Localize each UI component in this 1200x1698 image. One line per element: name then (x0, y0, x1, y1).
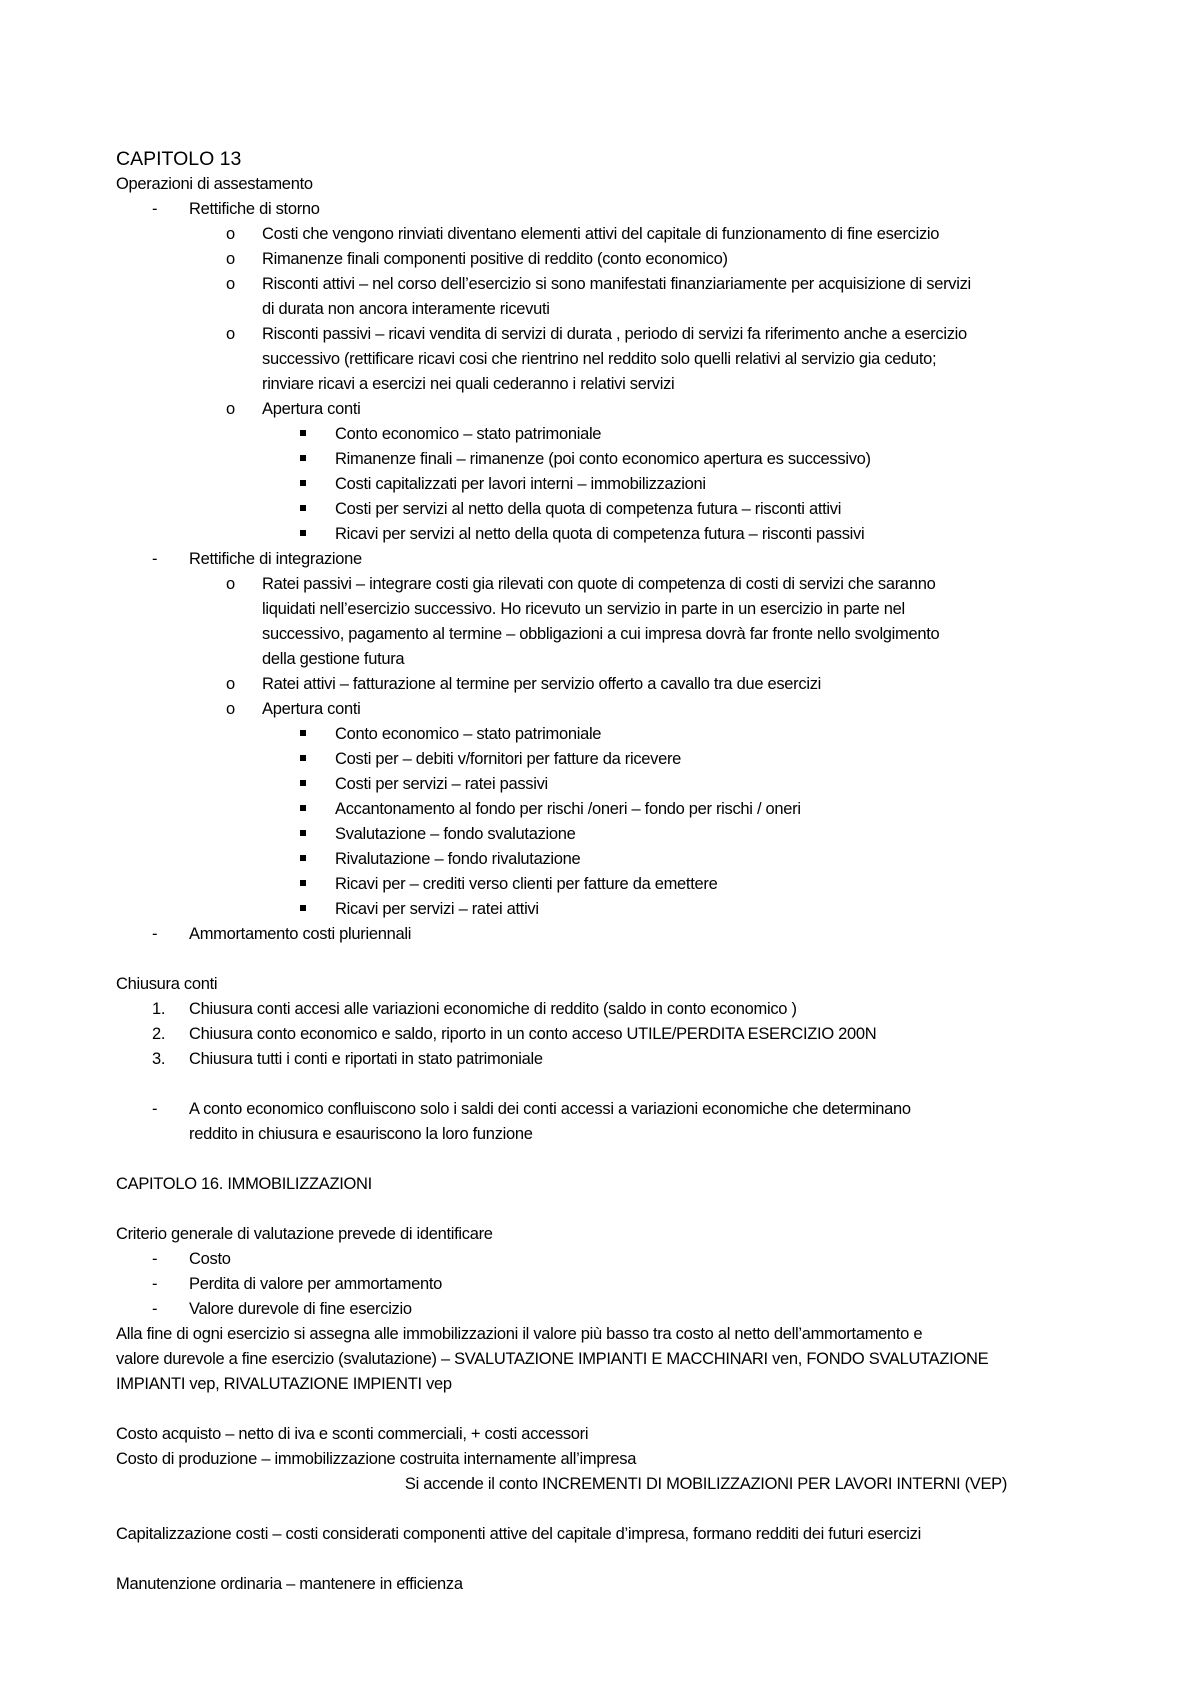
list-item (116, 747, 1096, 772)
list-item-text: successivo, pagamento al termine – obbligazioni a cui impresa dovrà far fronte nello svolgimento (262, 625, 940, 643)
list-item: - Ammortamento costi pluriennali (116, 922, 1096, 947)
dash-marker: - (152, 1100, 158, 1118)
list-item: - Rettifiche di integrazione (116, 547, 1096, 572)
list-item-text: Ricavi per servizi – ratei attivi (335, 900, 539, 918)
square-bullet-icon (116, 522, 335, 547)
dash-marker: - (152, 1250, 158, 1268)
number-marker: 2. (152, 1025, 166, 1043)
capitalization-text: Capitalizzazione costi – costi considerati componenti attive del capitale d’impresa, formano redditi dei futuri esercizi (116, 1525, 921, 1543)
list-item (116, 1047, 1096, 1072)
list-item (116, 522, 1096, 547)
number-marker: 3. (152, 1050, 166, 1068)
list-item (116, 872, 1096, 897)
list-item-text: Ratei attivi – fatturazione al termine per servizio offerto a cavallo tra due esercizi (262, 675, 822, 693)
list-item-text: Chiusura tutti i conti e riportati in stato patrimoniale (189, 1050, 543, 1068)
valuation-paragraph: Alla fine di ogni esercizio si assegna alle immobilizzazioni il valore più basso tra costo al netto dell’ammortamento e valore durevole a fine esercizio (svalutazione) – SVALUTAZIONE IMPIANTI E MACCHINARI ven, FONDO SVALUTAZIONE IMPIANTI vep, RIVALUTAZIONE IMPIENTI vep (116, 1325, 989, 1393)
square-bullet-icon (116, 422, 335, 447)
list-item-text: Rimanenze finali componenti positive di reddito (conto economico) (262, 250, 728, 268)
document-content (116, 146, 1096, 1597)
list-item (116, 572, 1096, 672)
list-item-text: Chiusura conto economico e saldo, riporto in un conto acceso UTILE/PERDITA ESERCIZIO 200N (189, 1025, 877, 1043)
list-item (116, 797, 1096, 822)
list-item-text: Costi capitalizzati per lavori interni – immobilizzazioni (335, 475, 706, 493)
circle-marker: o (226, 250, 235, 268)
list-item (116, 472, 1096, 497)
list-item (116, 672, 1096, 697)
list-item-text: Risconti passivi – ricavi vendita di servizi di durata , periodo di servizi fa riferimento anche a esercizio (262, 325, 967, 343)
list-item-text: liquidati nell’esercizio successivo. Ho ricevuto un servizio in parte in un esercizio in parte nel (262, 600, 905, 618)
list-item-text: Rimanenze finali – rimanenze (poi conto economico apertura es successivo) (335, 450, 871, 468)
list-item (116, 447, 1096, 472)
list-item-text: Conto economico – stato patrimoniale (335, 425, 602, 443)
list-item-text: Svalutazione – fondo svalutazione (335, 825, 576, 843)
list-item-text: Ricavi per servizi al netto della quota di competenza futura – risconti passivi (335, 525, 865, 543)
square-bullet-icon (116, 822, 335, 847)
list-item: - A conto economico confluiscono solo i saldi dei conti accessi a variazioni economiche che determinano reddito in chiusura e esauriscono la loro funzione (116, 1097, 1096, 1147)
criteria-heading: Criterio generale di valutazione prevede di identificare (116, 1225, 493, 1243)
number-marker: 1. (152, 1000, 166, 1018)
list-item (116, 1272, 1096, 1297)
list-item-text: di durata non ancora interamente ricevuti (262, 300, 550, 318)
list-item (116, 722, 1096, 747)
list-item (116, 247, 1096, 272)
square-bullet-icon (116, 772, 335, 797)
list-item-text: Costi per – debiti v/fornitori per fatture da ricevere (335, 750, 682, 768)
list-item (116, 822, 1096, 847)
increments-text: Si accende il conto INCREMENTI DI MOBILIZZAZIONI PER LAVORI INTERNI (VEP) (404, 1475, 1008, 1493)
square-bullet-icon (116, 847, 335, 872)
list-item (116, 1022, 1096, 1047)
square-bullet-icon (116, 447, 335, 472)
list-item (116, 772, 1096, 797)
section-title: Operazioni di assestamento (116, 175, 313, 193)
maintenance-text: Manutenzione ordinaria – mantenere in efficienza (116, 1575, 463, 1593)
circle-marker: o (226, 225, 235, 243)
list-item-text: Costi per servizi – ratei passivi (335, 775, 548, 793)
list-item-text: Costo (189, 1250, 231, 1268)
list-item-text: Risconti attivi – nel corso dell’esercizio si sono manifestati finanziariamente per acquisizione di servizi (262, 275, 971, 293)
production-cost-text: Costo di produzione – immobilizzazione costruita internamente all’impresa (116, 1450, 637, 1468)
square-bullet-icon (116, 872, 335, 897)
chapter-13-title: CAPITOLO 13 (116, 148, 242, 170)
list-item (116, 997, 1096, 1022)
list-item: o Apertura conti (116, 397, 1096, 422)
circle-marker: o (226, 675, 235, 693)
square-bullet-icon (116, 472, 335, 497)
square-bullet-icon (116, 497, 335, 522)
list-item (116, 1247, 1096, 1272)
dash-marker: - (152, 925, 158, 943)
purchase-cost-text: Costo acquisto – netto di iva e sconti commerciali, + costi accessori (116, 1425, 589, 1443)
list-item-text: Costi che vengono rinviati diventano elementi attivi del capitale di funzionamento di fine esercizio (262, 225, 940, 243)
list-item (116, 322, 1096, 397)
square-bullet-icon (116, 797, 335, 822)
list-item (116, 422, 1096, 447)
square-bullet-icon (116, 897, 335, 922)
list-item-text: Conto economico – stato patrimoniale (335, 725, 602, 743)
dash-marker: - (152, 200, 158, 218)
list-item (116, 847, 1096, 872)
list-item-text: della gestione futura (262, 650, 405, 668)
list-item: - Rettifiche di storno (116, 197, 1096, 222)
square-bullet-icon (116, 747, 335, 772)
list-item (116, 497, 1096, 522)
list-item-text: Ricavi per – crediti verso clienti per fatture da emettere (335, 875, 718, 893)
list-item: o Apertura conti (116, 697, 1096, 722)
circle-marker: o (226, 400, 235, 418)
chapter-16-title: CAPITOLO 16. IMMOBILIZZAZIONI (116, 1175, 372, 1193)
circle-marker: o (226, 575, 235, 593)
list-item-text: successivo (rettificare ricavi cosi che rientrino nel reddito solo quelli relativi al servizio gia ceduto; (262, 350, 937, 368)
list-item-text: Ratei passivi – integrare costi gia rilevati con quote di competenza di costi di servizi che saranno (262, 575, 936, 593)
list-item-text: Accantonamento al fondo per rischi /oneri – fondo per rischi / oneri (335, 800, 801, 818)
square-bullet-icon (116, 722, 335, 747)
list-item-text: Valore durevole di fine esercizio (189, 1300, 412, 1318)
dash-marker: - (152, 1275, 158, 1293)
circle-marker: o (226, 700, 235, 718)
list-item-text: Perdita di valore per ammortamento (189, 1275, 443, 1293)
list-item (116, 897, 1096, 922)
circle-marker: o (226, 325, 235, 343)
list-item-text: rinviare ricavi a esercizi nei quali cederanno i relativi servizi (262, 375, 675, 393)
circle-marker: o (226, 275, 235, 293)
list-item (116, 222, 1096, 247)
dash-marker: - (152, 550, 158, 568)
list-item-text: Rivalutazione – fondo rivalutazione (335, 850, 581, 868)
dash-marker: - (152, 1300, 158, 1318)
list-item (116, 1297, 1096, 1322)
list-item (116, 272, 1096, 322)
closing-heading: Chiusura conti (116, 975, 218, 993)
list-item-text: Costi per servizi al netto della quota di competenza futura – risconti attivi (335, 500, 842, 518)
list-item-text: Chiusura conti accesi alle variazioni economiche di reddito (saldo in conto economico ) (189, 1000, 797, 1018)
